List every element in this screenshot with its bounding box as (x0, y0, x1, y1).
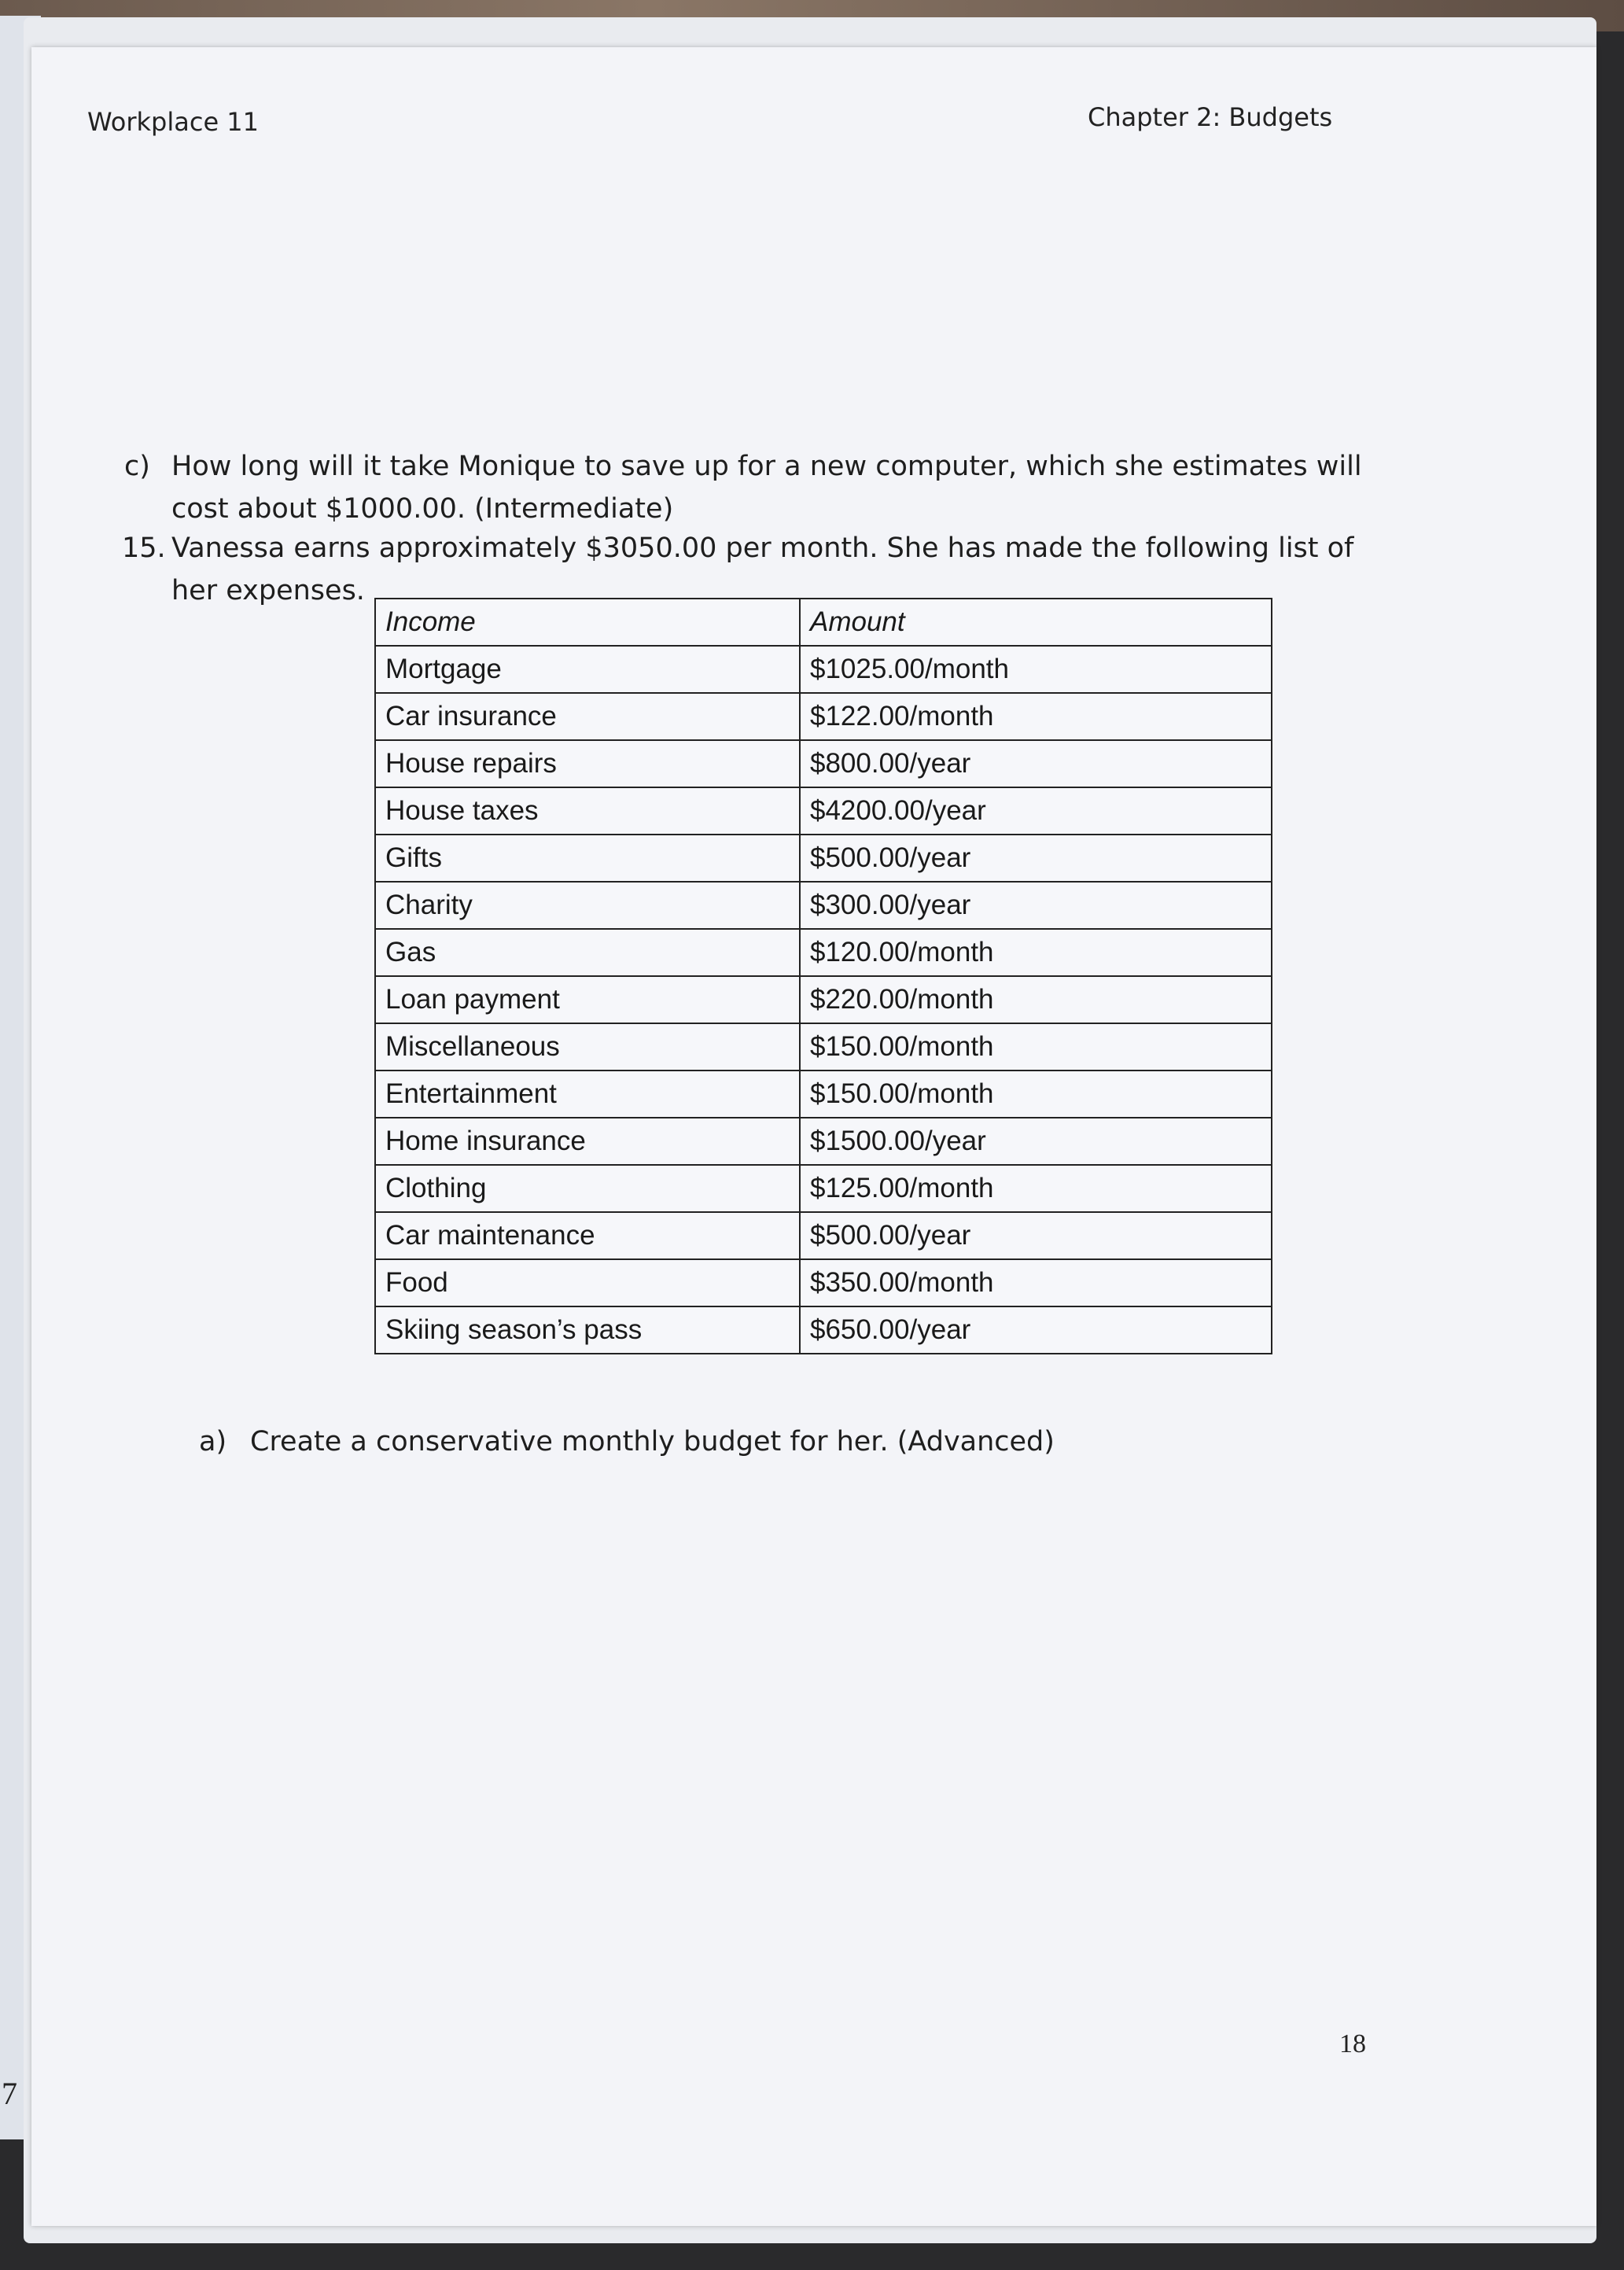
expense-name: Loan payment (375, 976, 800, 1023)
expenses-table (374, 598, 1272, 1354)
expense-name: Gifts (375, 835, 800, 882)
table-row (375, 835, 1272, 882)
table-row (375, 1259, 1272, 1306)
table-row (375, 787, 1272, 835)
table-row (375, 929, 1272, 976)
expense-name: Gas (375, 929, 800, 976)
expense-name: Clothing (375, 1165, 800, 1212)
table-row (375, 1071, 1272, 1118)
table-row (375, 976, 1272, 1023)
expense-amount: $120.00/month (800, 929, 1272, 976)
expense-name: Home insurance (375, 1118, 800, 1165)
question-15-line2: her expenses. (171, 575, 365, 606)
expense-name: Car maintenance (375, 1212, 800, 1259)
question-c-line2: cost about $1000.00. (Intermediate) (171, 493, 674, 525)
expense-amount: $500.00/year (800, 835, 1272, 882)
expense-name: Skiing season’s pass (375, 1306, 800, 1354)
column-header-amount: Amount (800, 599, 1272, 646)
table-row (375, 1165, 1272, 1212)
question-15-line1: Vanessa earns approximately $3050.00 per month. She has made the following list of (171, 532, 1354, 564)
expense-amount: $125.00/month (800, 1165, 1272, 1212)
table-row (375, 1023, 1272, 1071)
table-row (375, 1306, 1272, 1354)
expense-amount: $1025.00/month (800, 646, 1272, 693)
expense-name: Entertainment (375, 1071, 800, 1118)
header-course-title: Workplace 11 (87, 107, 260, 137)
expense-amount: $220.00/month (800, 976, 1272, 1023)
question-c-label: c) (124, 451, 150, 482)
header-chapter-title: Chapter 2: Budgets (1088, 102, 1333, 132)
table-row (375, 646, 1272, 693)
expense-amount: $4200.00/year (800, 787, 1272, 835)
expense-amount: $350.00/month (800, 1259, 1272, 1306)
expense-amount: $122.00/month (800, 693, 1272, 740)
expense-name: House repairs (375, 740, 800, 787)
expense-amount: $1500.00/year (800, 1118, 1272, 1165)
expense-amount: $500.00/year (800, 1212, 1272, 1259)
table-row (375, 1212, 1272, 1259)
question-a-label: a) (199, 1426, 227, 1457)
expense-name: Charity (375, 882, 800, 929)
expense-amount: $300.00/year (800, 882, 1272, 929)
question-a-text: Create a conservative monthly budget for her. (Advanced) (250, 1426, 1055, 1457)
question-15-number: 15. (122, 532, 166, 564)
expense-name: Car insurance (375, 693, 800, 740)
expense-name: Mortgage (375, 646, 800, 693)
table-row (375, 740, 1272, 787)
table-row (375, 1118, 1272, 1165)
expense-name: Food (375, 1259, 800, 1306)
expense-name: Miscellaneous (375, 1023, 800, 1071)
table-row (375, 693, 1272, 740)
adjacent-page-number: 7 (2, 2076, 17, 2111)
expense-amount: $150.00/month (800, 1023, 1272, 1071)
question-c-line1: How long will it take Monique to save up for a new computer, which she estimates will (171, 451, 1362, 482)
expense-amount: $150.00/month (800, 1071, 1272, 1118)
page-number: 18 (1339, 2029, 1366, 2058)
table-row (375, 882, 1272, 929)
table-header-row (375, 599, 1272, 646)
expense-amount: $800.00/year (800, 740, 1272, 787)
expense-name: House taxes (375, 787, 800, 835)
column-header-income: Income (375, 599, 800, 646)
expense-amount: $650.00/year (800, 1306, 1272, 1354)
